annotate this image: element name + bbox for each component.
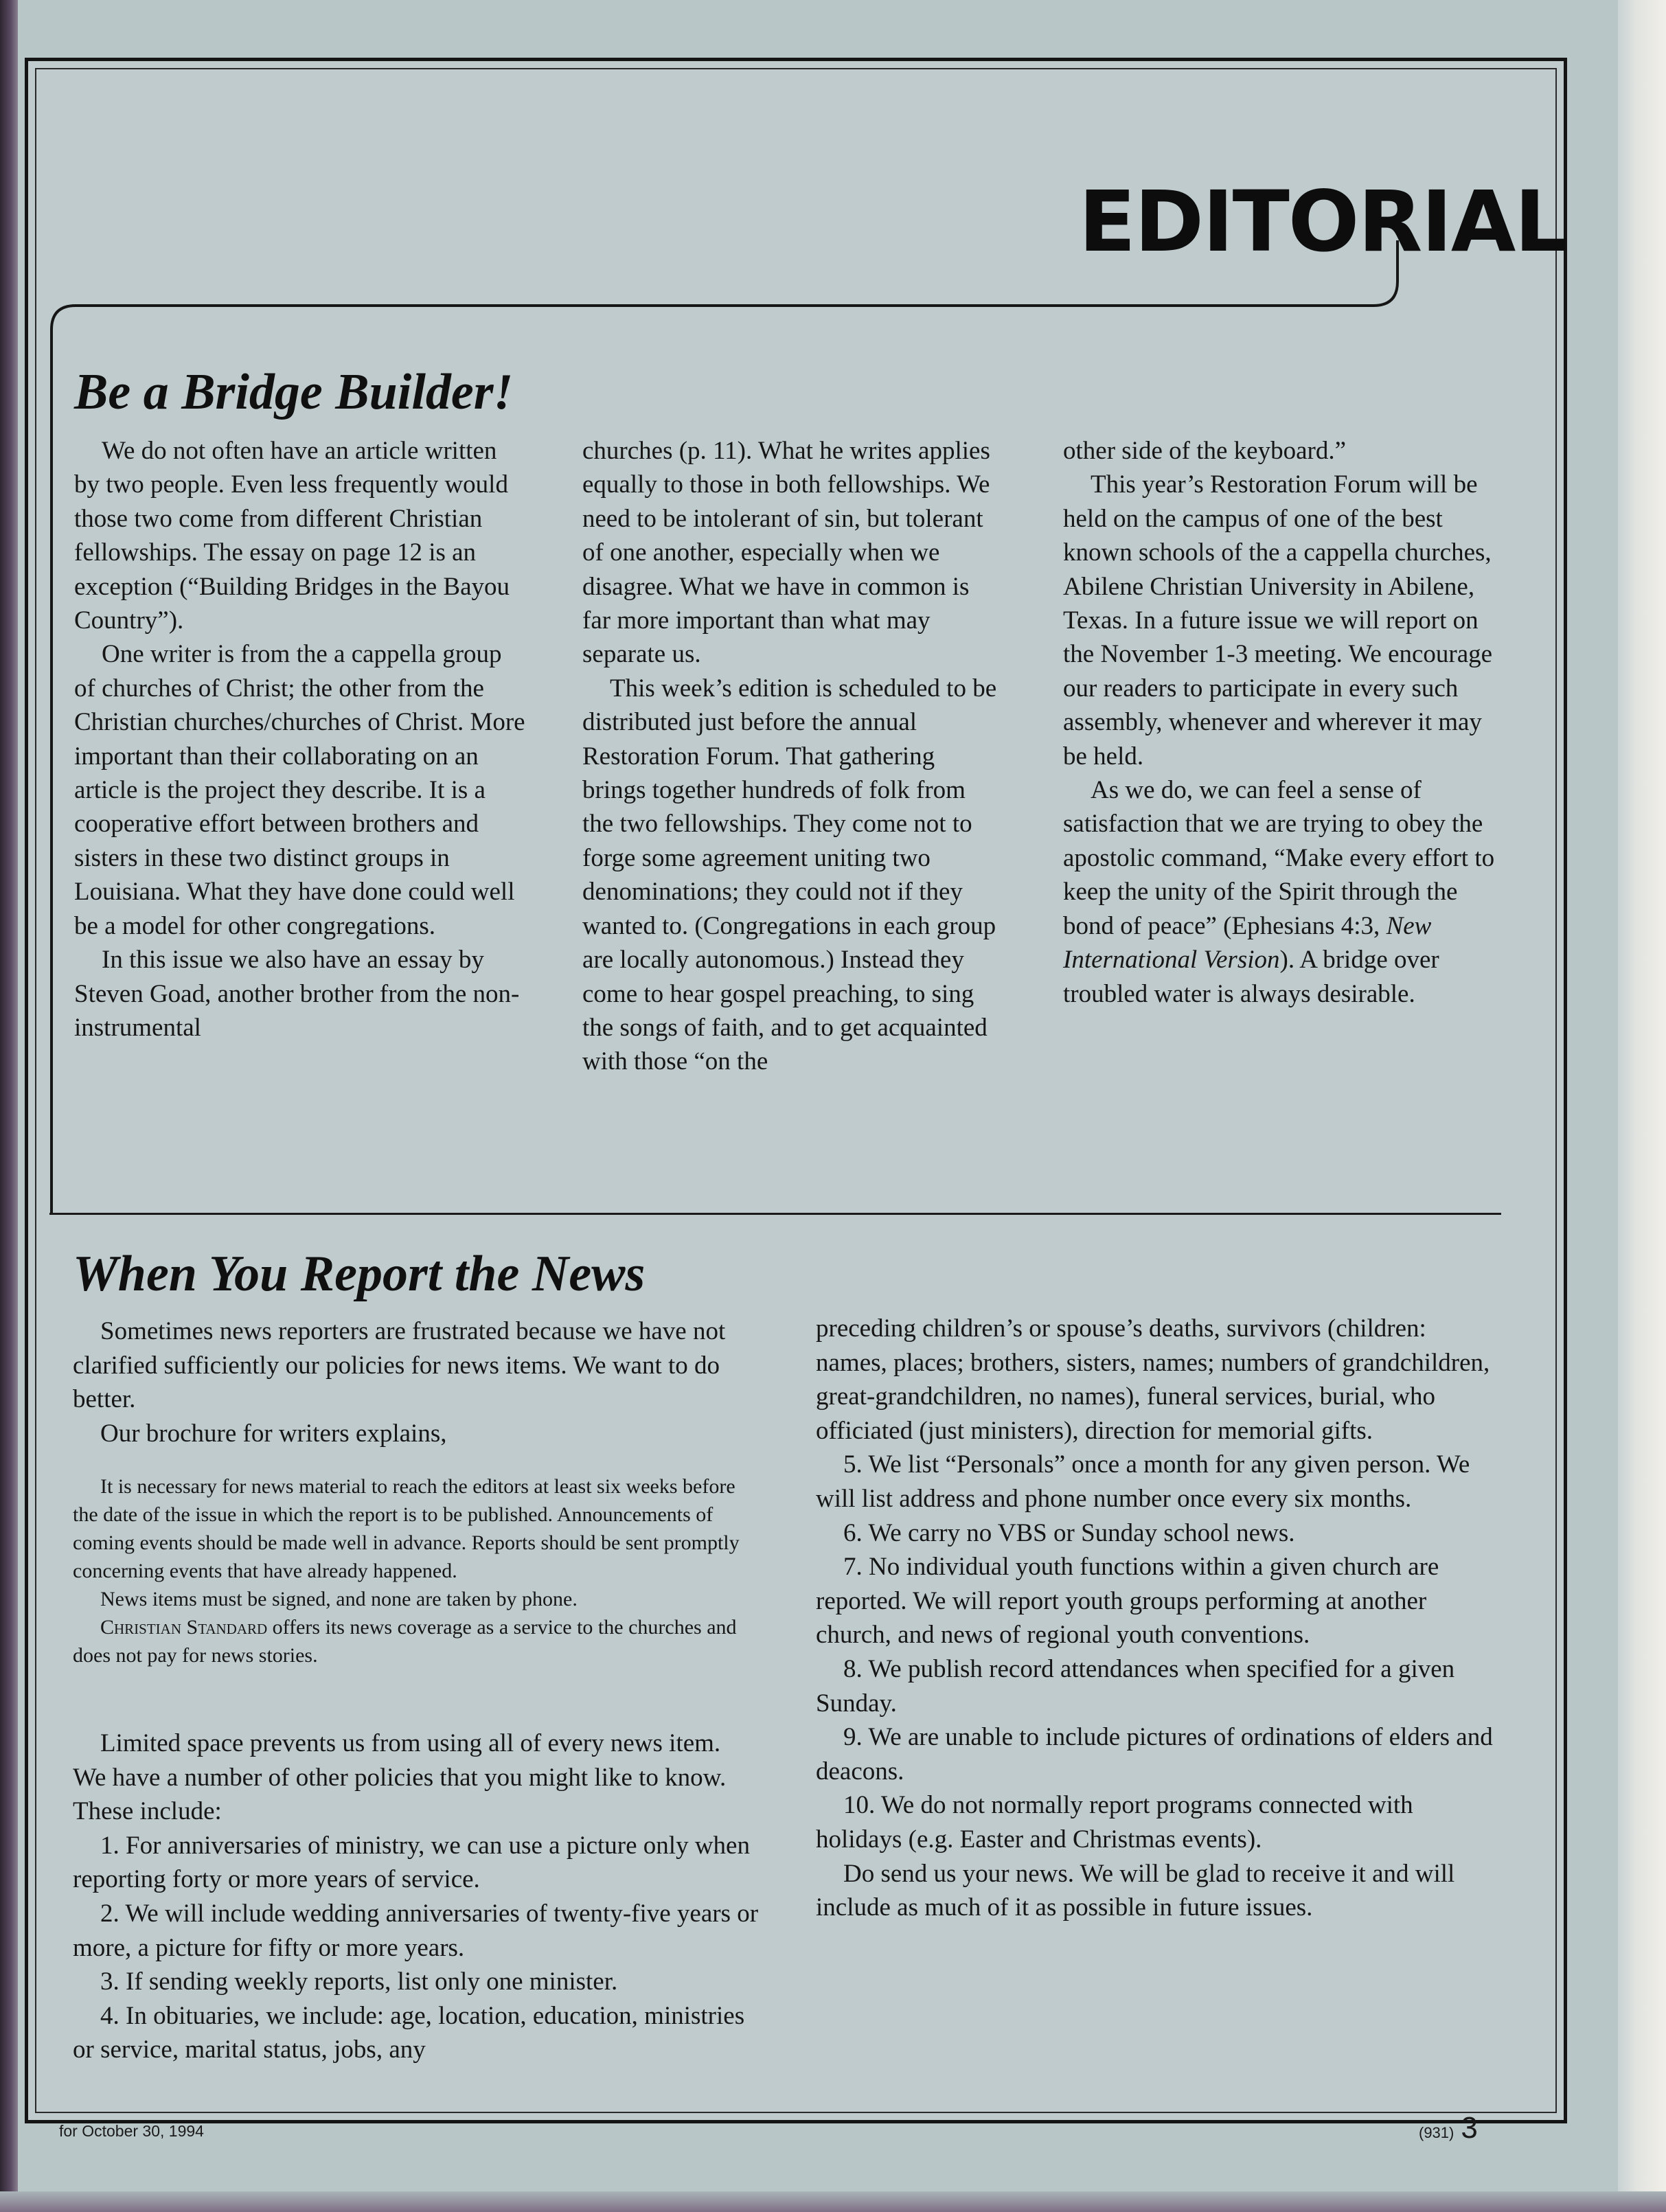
quote-paragraph: It is necessary for news material to reach the editors at least six weeks before the date of the issue in which the report is to be published. Announcements of coming events should be made well in advance. Reports should be sent promptly concerning events that have already happened. bbox=[73, 1475, 740, 1582]
policy-item: 7. No individual youth functions within a given church are reported. We will report youth groups performing at another church, and news of regional youth conventions. bbox=[816, 1553, 1439, 1650]
policy-item: 6. We carry no VBS or Sunday school news. bbox=[843, 1518, 1295, 1547]
policy-paragraph: Limited space prevents us from using all of every news item. We have a number of other policies that you might like to know. These include: bbox=[73, 1729, 727, 1826]
publication-name: Christian Standard bbox=[100, 1616, 268, 1639]
article2-intro-paragraph: Our brochure for writers explains, bbox=[100, 1419, 447, 1448]
section-divider bbox=[49, 1213, 1501, 1215]
article2-block-quote bbox=[73, 1472, 760, 1669]
article1-col1-paragraph: We do not often have an article written by two people. Even less frequently would those two come from different Christian fellowships. The essay on page 12 is an exception (“Building Bridges in the Bayou Country”). bbox=[74, 437, 510, 635]
article1-title: Be a Bridge Builder! bbox=[74, 364, 514, 420]
policy-item: 3. If sending weekly reports, list only one minister. bbox=[100, 1968, 618, 1996]
article1-col1-paragraph: One writer is from the a cappella group of churches of Christ; the other from the Christian churches/churches of Christ. More important than their collaborating on an article is the project they describe. It is a cooperative effort between brothers and sisters in these two distinct groups in Louisiana. What they have done could well be a model for other congregations. bbox=[74, 640, 525, 940]
article1-col2-paragraph: churches (p. 11). What he writes applies equally to those in both fellowships. We need to be intolerant of sin, but tolerant of one another, especially when we disagree. What we have in common is far more important than what may separate us. bbox=[582, 437, 990, 669]
quote-paragraph-last bbox=[73, 1613, 760, 1669]
article2-left-column bbox=[73, 1726, 760, 2067]
masthead-editorial: EDITORIAL bbox=[1078, 173, 1566, 271]
article1-column-1 bbox=[74, 434, 527, 1045]
policy-item: 1. For anniversaries of ministry, we can use a picture only when reporting forty or more years of service. bbox=[73, 1831, 750, 1894]
article1-col3-tail: ). A bridge over troubled water is always desirable. bbox=[1063, 946, 1439, 1008]
quote-paragraph: News items must be signed, and none are taken by phone. bbox=[100, 1588, 578, 1610]
article2-right-column bbox=[816, 1312, 1503, 1925]
footer-page-info bbox=[1419, 2111, 1478, 2145]
page-edge-bottom bbox=[0, 2191, 1666, 2212]
policy-item: 10. We do not normally report programs connected with holidays (e.g. Easter and Christmas events). bbox=[816, 1791, 1413, 1854]
policy-item: 4. In obituaries, we include: age, location, education, ministries or service, marital status, jobs, any bbox=[73, 2001, 745, 2064]
article1-col3-paragraph: This year’s Restoration Forum will be held on the campus of one of the best known schools of the a cappella churches, Abilene Christian University in Abilene, Texas. In a future issue we will report on the November 1-3 meeting. We encourage our readers to participate in every such assembly, whenever and wherever it may be held. bbox=[1063, 470, 1493, 771]
article1-col3-paragraph-last bbox=[1063, 773, 1503, 1011]
page-number: 3 bbox=[1461, 2111, 1478, 2145]
closing-paragraph: Do send us your news. We will be glad to receive it and will include as much of it as possible in future issues. bbox=[816, 1859, 1455, 1922]
policy-item: 8. We publish record attendances when specified for a given Sunday. bbox=[816, 1654, 1455, 1718]
article1-col1-paragraph: In this issue we also have an essay by Steven Goad, another brother from the non-instrumental bbox=[74, 946, 520, 1042]
issue-number: (931) bbox=[1419, 2124, 1454, 2141]
policy-item: 9. We are unable to include pictures of ordinations of elders and deacons. bbox=[816, 1723, 1493, 1786]
policy-item: 5. We list “Personals” once a month for any given person. We will list address and phone number once every six months. bbox=[816, 1450, 1470, 1513]
footer-date: for October 30, 1994 bbox=[59, 2122, 204, 2140]
article2-intro bbox=[73, 1314, 760, 1450]
article2-title: When You Report the News bbox=[73, 1246, 646, 1302]
article1-column-2 bbox=[582, 434, 1001, 1079]
article1-col3-italic: New International Version bbox=[1063, 911, 1432, 974]
article1-col2-paragraph: This week’s edition is scheduled to be distributed just before the annual Restoration Forum. That gathering brings together hundreds of folk from the two fellowships. They come not to forge some agreement uniting two denominations; they could not if they wanted to. (Congregations in each group are locally autonomous.) Instead they come to hear gospel preaching, to sing the songs of faith, and to get acquainted with those “on the bbox=[582, 674, 997, 1076]
article1-column-3 bbox=[1063, 434, 1503, 1011]
policy-paragraph: preceding children’s or spouse’s deaths, survivors (children: names, places; brothers, sisters, names; numbers of grandchildren, great-grandchildren, no names), funeral services, burial, who officiated (just ministers), direction for memorial gifts. bbox=[816, 1314, 1490, 1445]
article1-col3-paragraph: other side of the keyboard.” bbox=[1063, 437, 1346, 465]
policy-item: 2. We will include wedding anniversaries of twenty-five years or more, a picture for fifty or more years. bbox=[73, 1899, 759, 1962]
article1-col3-text: As we do, we can feel a sense of satisfaction that we are trying to obey the apostolic command, “Make every effort to keep the unity of the Spirit through the bond of peace” (Ephesians 4:3, bbox=[1063, 776, 1495, 940]
article2-intro-paragraph: Sometimes news reporters are frustrated because we have not clarified sufficiently our policies for news items. We want to do better. bbox=[73, 1317, 726, 1414]
quote-last-text: offers its news coverage as a service to the churches and does not pay for news stories. bbox=[73, 1616, 737, 1667]
